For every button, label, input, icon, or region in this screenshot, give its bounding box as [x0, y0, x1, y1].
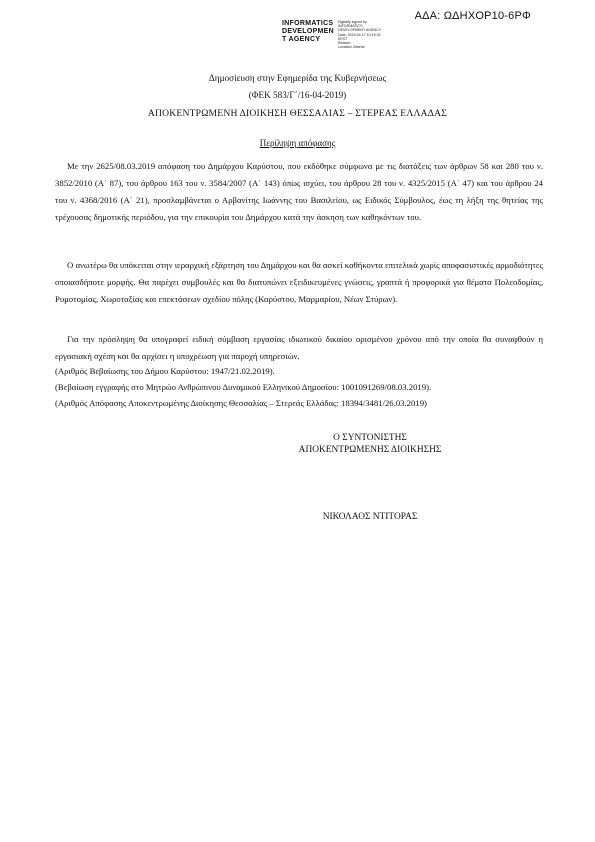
paragraph-contract: Για την πρόσληψη θα υπογραφεί ειδική σύμβαση εργασίας ιδιωτικού δικαίου ορισμένου χρόνου από την οποία θα συναφθούν η εργασιακή σχέση και θα αρχίσει η υποχρέωση για παροχή υπηρεσιών.: [55, 334, 543, 361]
stamp-detail-line: Digitally signed by: [338, 20, 367, 24]
ada-code: ΑΔΑ: ΩΔΗΧΟΡ10-6ΡΦ: [414, 10, 531, 22]
signatory-name: ΝΙΚΟΛΑΟΣ ΝΤΙΤΟΡΑΣ: [322, 512, 418, 522]
stamp-detail-line: Date: 2019.04.17 10:19:32: [338, 32, 381, 37]
signatory-title-line: Ο ΣΥΝΤΟΝΙΣΤΗΣ: [333, 433, 407, 443]
paragraph-decision: Με την 2625/08.03.2019 απόφαση του Δημάρχου Καρύστου, που εκδόθηκε σύμφωνα με τις διατάξεις των άρθρων 58 και 280 του ν. 3852/2010 (Α΄ 87), του άρθρου 163 του ν. 3584/2007 (Α΄ 143) όπως ισχύει, του άρθρου 28 του ν. 4325/2015 (Α΄ 47) και του άρθρου 24 του ν. 4368/2016 (Α΄ 21), προσλαμβάνεται ο Αρβανίτης Ιωάννης του Βασιλείου, ως Ειδικός Σύμβουλος, έως τη λήξη της θητείας της τρέχουσας δημοτικής περιόδου, για την επικουρία του Δημάρχου κατά την άσκηση των καθηκόντων του.: [55, 161, 543, 222]
publication-line: Δημοσίευση στην Εφημερίδα της Κυβερνήσεως: [208, 73, 387, 83]
stamp-details: [338, 20, 381, 49]
signatory-title-line: ΑΠΟΚΕΝΤΡΩΜΕΝΗΣ ΔΙΟΙΚΗΣΗΣ: [298, 445, 442, 455]
stamp-line: INFORMATICS: [282, 20, 334, 27]
reference-item: (Αριθμός Απόφασης Αποκεντρωμένης Διοίκησης Θεσσαλίας – Στερεάς Ελλάδας: 18394/3481/26.03.2019): [55, 398, 427, 408]
stamp-detail-line: Location: Athens: [338, 45, 365, 50]
summary-heading: Περίληψη απόφασης: [259, 138, 336, 148]
reference-list: [55, 363, 431, 411]
authority-title: ΑΠΟΚΕΝΤΡΩΜΕΝΗ ΔΙΟΙΚΗΣΗ ΘΕΣΣΑΛΙΑΣ – ΣΤΕΡΕΑΣ ΕΛΛΑΔΑΣ: [147, 108, 448, 119]
stamp-detail-line: Reason:: [338, 41, 352, 46]
stamp-line: DEVELOPMEN: [282, 28, 335, 35]
stamp-agency-name: [282, 20, 334, 44]
stamp-detail-line: EEST: [338, 36, 348, 41]
reference-item: (Αριθμός Βεβαίωσης του Δήμου Καρύστου: 1947/21.02.2019).: [55, 366, 275, 376]
paragraph-duties: Ο ανωτέρω θα υπόκειται στην ιεραρχική εξάρτηση του Δημάρχου και θα ασκεί καθήκοντα επιτελικά χωρίς αποφασιστικές αρμοδιότητες οποιασδήποτε μορφής. Θα παρέχει συμβουλές και θα διατυπώνει εξειδικευμένες γνώσεις, γραπτά ή προφορικά για θέματα Πολεοδομίας, Ρυμοτομίας, Χωροταξίας και επεκτάσεων σχεδίου πόλης (Καρύστου, Μαρμαρίου, Νέων Στύρων).: [55, 260, 543, 304]
reference-item: (Βεβαίωση εγγραφής στο Μητρώο Ανθρώπινου Δυναμικού Ελληνικού Δημοσίου: 1001091269/08.03.2019).: [55, 382, 432, 392]
gazette-reference: (ΦΕΚ 583/Γ΄/16-04-2019): [248, 90, 347, 100]
stamp-detail-line: DEVELOPMENT AGENCY: [338, 28, 382, 33]
digital-signature-stamp: [282, 20, 381, 49]
stamp-line: T AGENCY: [282, 36, 321, 43]
signatory-title: [0, 432, 595, 456]
stamp-detail-line: INFORMATICS: [338, 24, 363, 29]
